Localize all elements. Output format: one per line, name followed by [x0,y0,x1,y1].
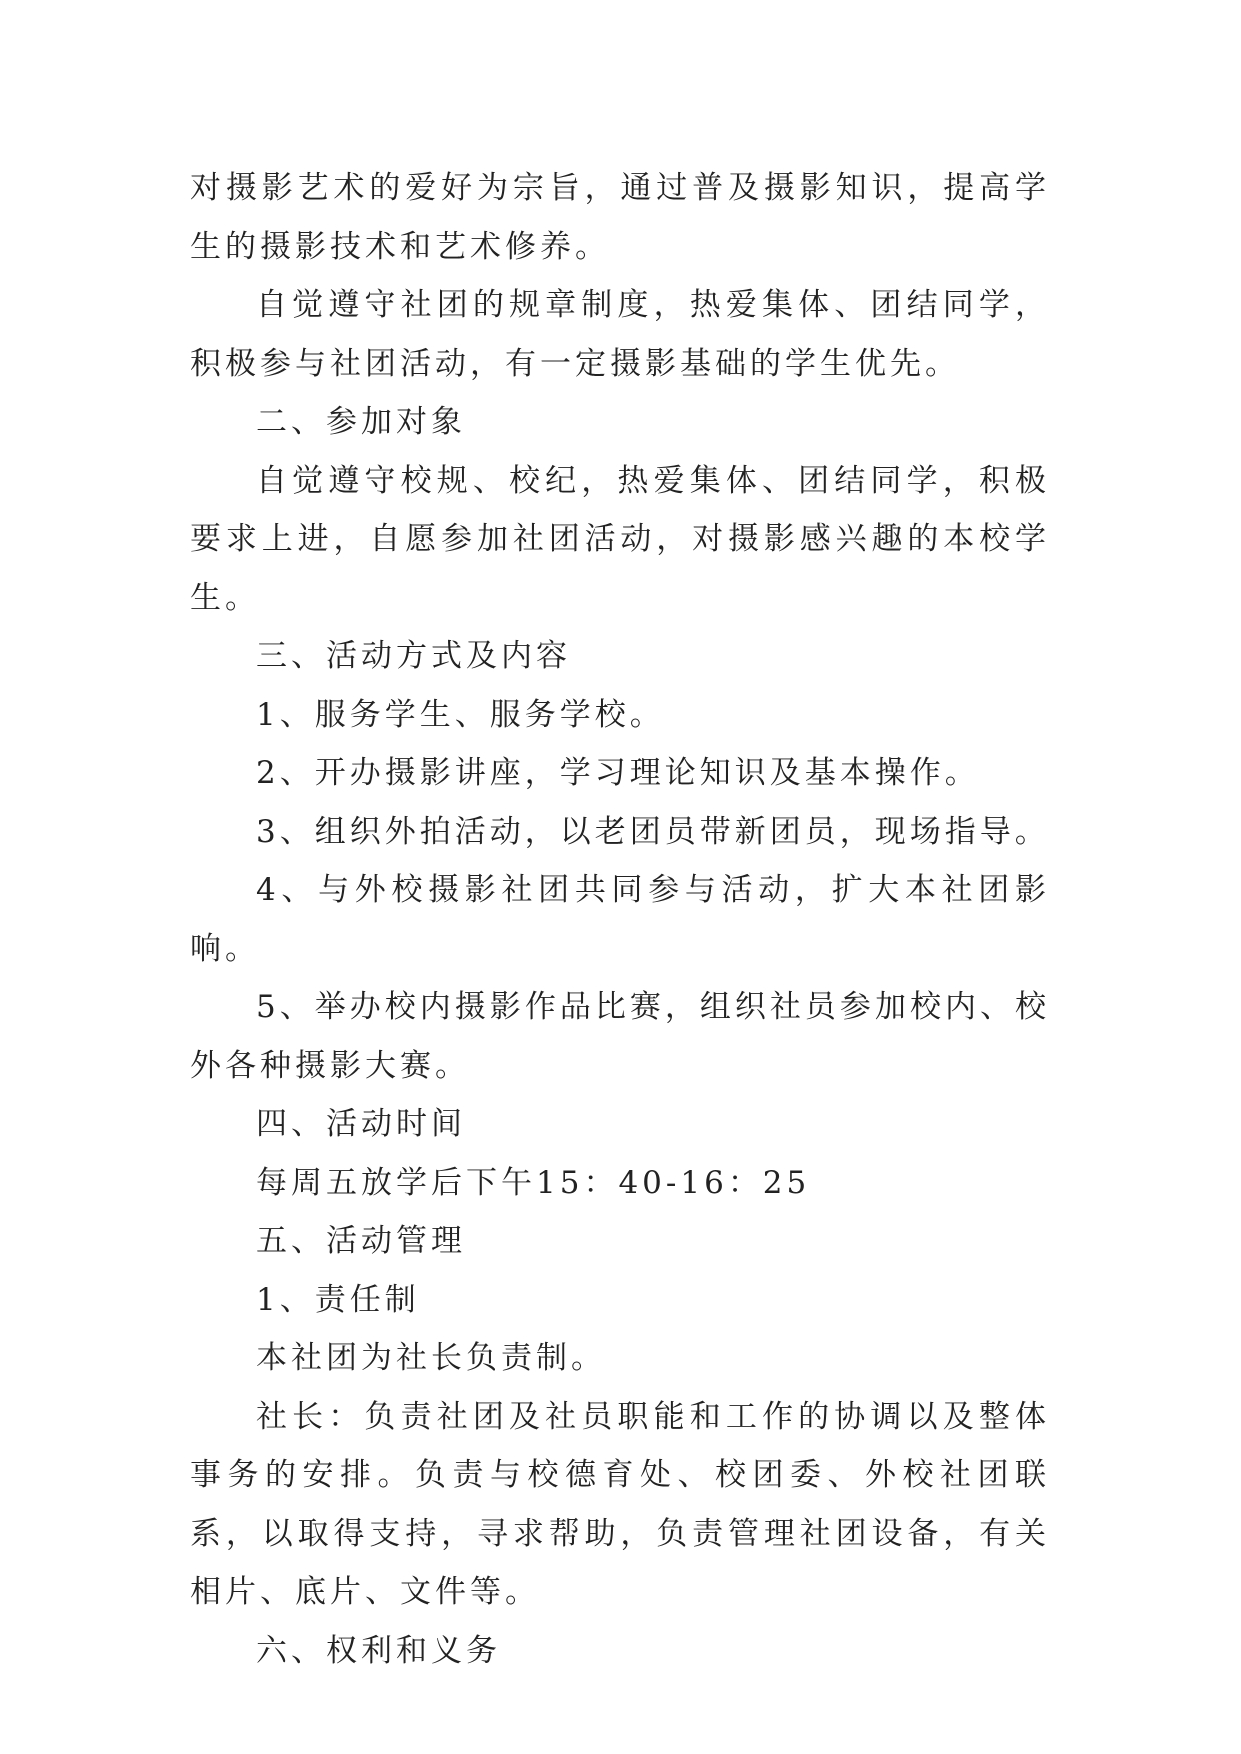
paragraph-president-system: 本社团为社长负责制。 [256,1340,606,1376]
list-item-activity-4: 4、与外校摄影社团共同参与活动，扩大本社团影响。 [190,872,1050,967]
paragraph-purpose-continued: 对摄影艺术的爱好为宗旨，通过普及摄影知识，提高学生的摄影技术和艺术修养。 [190,170,1050,265]
subheading-responsibility: 1、责任制 [256,1281,420,1318]
section-heading-activities: 三、活动方式及内容 [256,638,571,674]
list-item-activity-5: 5、举办校内摄影作品比赛，组织社员参加校内、校外各种摄影大赛。 [190,989,1050,1084]
section-heading-management: 五、活动管理 [256,1223,466,1259]
document-body [190,159,1050,1680]
section-heading-schedule: 四、活动时间 [256,1106,466,1142]
section-heading-participants: 二、参加对象 [256,404,466,440]
list-item-activity-2: 2、开办摄影讲座，学习理论知识及基本操作。 [256,755,980,791]
list-item-activity-1: 1、服务学生、服务学校。 [256,696,665,733]
section-heading-rights-duties: 六、权利和义务 [256,1632,501,1669]
paragraph-schedule: 每周五放学后下午15：40-16：25 [256,1164,811,1201]
paragraph-participants: 自觉遵守校规、校纪，热爱集体、团结同学，积极要求上进，自愿参加社团活动，对摄影感兴趣的本校学生。 [190,462,1050,616]
paragraph-president-duties: 社长：负责社团及社员职能和工作的协调以及整体事务的安排。负责与校德育处、校团委、外校社团联系，以取得支持，寻求帮助，负责管理社团设备，有关相片、底片、文件等。 [190,1398,1050,1610]
paragraph-membership-requirement: 自觉遵守社团的规章制度，热爱集体、团结同学，积极参与社团活动，有一定摄影基础的学生优先。 [190,287,1050,382]
list-item-activity-3: 3、组织外拍活动，以老团员带新团员，现场指导。 [256,813,1050,850]
